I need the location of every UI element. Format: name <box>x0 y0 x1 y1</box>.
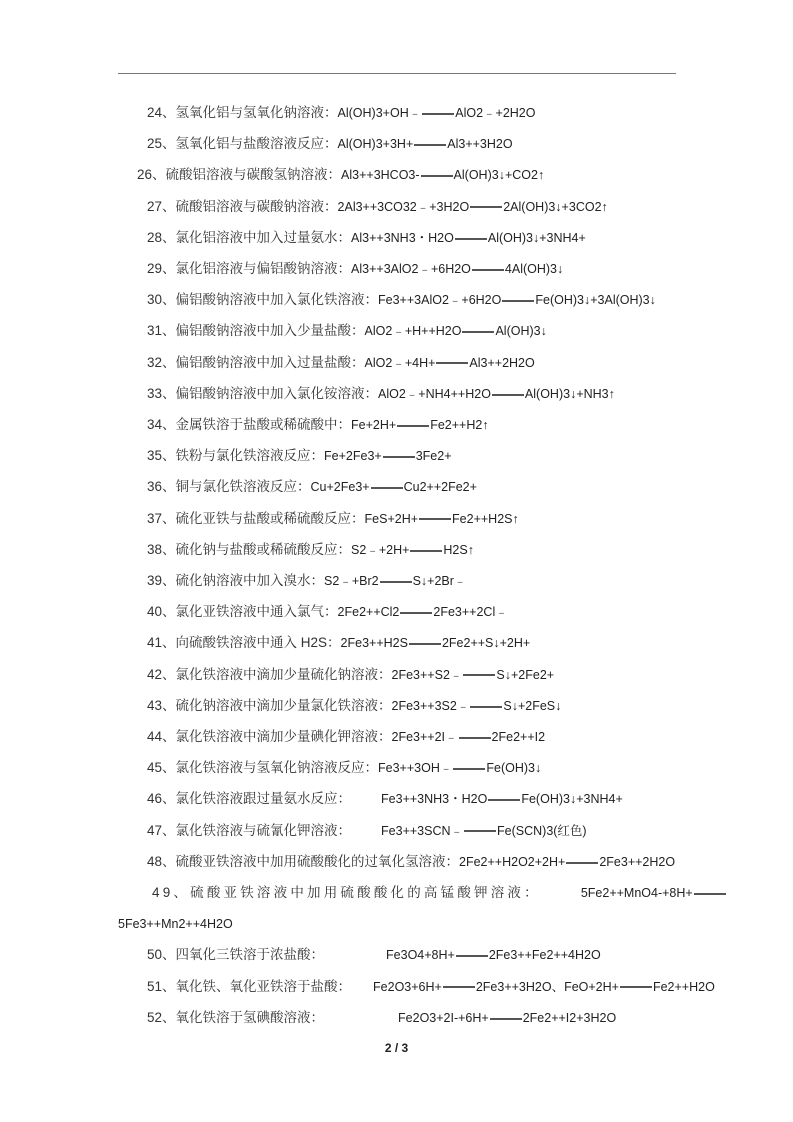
header-rule <box>118 73 676 74</box>
reaction-description: 30、偏铝酸钠溶液中加入氯化铁溶液： <box>147 292 379 308</box>
formula-part: 2Fe3++3S2﹣ <box>391 698 470 713</box>
reaction-formula <box>381 792 623 806</box>
reaction-formula <box>338 137 513 151</box>
reaction-formula <box>118 917 233 931</box>
equals-sign <box>453 768 485 770</box>
reaction-formula <box>392 668 555 682</box>
equals-sign <box>409 643 441 645</box>
reaction-formula <box>338 106 536 120</box>
equals-sign <box>383 456 415 458</box>
equals-sign <box>472 269 504 271</box>
equation-item <box>147 447 452 465</box>
equation-item <box>147 135 513 153</box>
equals-sign <box>620 986 652 988</box>
reaction-description: 44、氯化铁溶液中滴加少量碘化钾溶液： <box>147 729 392 744</box>
formula-part: Al3++3AlO2﹣+6H2O <box>351 262 471 276</box>
equation-item <box>147 572 466 590</box>
formula-part: 2Fe2++I2 <box>491 730 546 744</box>
reaction-description: 25、氢氧化铝与盐酸溶液反应： <box>147 136 338 152</box>
equation-item <box>147 510 519 528</box>
formula-part: 2Fe2++H2O2+2H+ <box>459 854 566 869</box>
equals-sign <box>490 1018 522 1020</box>
reaction-description: 35、铁粉与氯化铁溶液反应： <box>147 448 325 464</box>
reaction-description: 33、偏铝酸钠溶液中加入氯化铵溶液： <box>147 385 379 401</box>
equation-item <box>147 260 563 278</box>
equals-sign <box>443 986 475 988</box>
formula-part: 2Fe2++S↓+2H+ <box>441 636 531 651</box>
equation-item <box>118 915 233 933</box>
formula-part: Fe2++H2S↑ <box>452 511 519 526</box>
reaction-description: 38、硫化钠与盐酸或稀硫酸反应： <box>147 541 352 557</box>
equation-item <box>137 166 544 184</box>
formula-part: Fe3O4+8H+ <box>386 948 455 963</box>
reaction-description: 52、氧化铁溶于氢碘酸溶液： <box>147 1009 325 1025</box>
formula-part: S↓+2FeS↓ <box>503 698 562 713</box>
equals-sign <box>400 612 432 614</box>
equals-sign <box>459 737 491 739</box>
formula-part: 5Fe3++Mn2++4H2O <box>118 917 233 932</box>
formula-part: Al(OH)3↓+3NH4+ <box>487 230 586 245</box>
formula-part: 2Fe2++Cl2 <box>337 605 400 620</box>
formula-part: Al3++2H2O <box>469 355 535 370</box>
equals-sign <box>502 300 534 302</box>
reaction-formula <box>581 886 727 900</box>
reaction-description: 27、硫酸铝溶液与碳酸钠溶液： <box>147 198 338 214</box>
formula-part: Al(OH)3↓+NH3↑ <box>524 386 615 401</box>
formula-part: Cu+2Fe3+ <box>310 480 370 495</box>
formula-part: Al3++3H2O <box>447 137 513 152</box>
formula-part: Fe+2H+ <box>351 418 397 432</box>
reaction-formula <box>338 200 608 214</box>
reaction-description: 40、氯化亚铁溶液中通入氯气： <box>147 604 338 620</box>
reaction-formula <box>351 231 586 245</box>
equation-item <box>147 354 535 372</box>
page-number: 2 / 3 <box>384 1041 409 1055</box>
equals-sign <box>456 955 488 957</box>
formula-part: Fe3++3AlO2﹣+6H2O <box>378 293 502 308</box>
formula-part: AlO2﹣+H++H2O <box>364 324 462 339</box>
equation-item <box>147 978 715 996</box>
reaction-formula <box>378 387 615 401</box>
formula-part: Fe(SCN)3(红色) <box>497 823 587 838</box>
reaction-description: 26、硫酸铝溶液与碳酸氢钠溶液： <box>137 167 342 183</box>
equation-item <box>147 478 477 496</box>
reaction-description: 32、偏铝酸钠溶液中加入过量盐酸： <box>147 354 365 370</box>
reaction-description: 49、硫酸亚铁溶液中加用硫酸酸化的高锰酸钾溶液： <box>152 885 541 900</box>
equals-sign <box>694 893 726 895</box>
formula-part: Al(OH)3+3H+ <box>337 137 414 152</box>
equation-item <box>147 634 530 652</box>
equation-item <box>147 822 587 840</box>
equation-item <box>147 291 656 309</box>
formula-part: 4Al(OH)3↓ <box>504 262 564 276</box>
equals-sign <box>414 144 446 146</box>
reaction-description: 50、四氧化三铁溶于浓盐酸： <box>147 947 325 963</box>
equals-sign <box>470 206 502 208</box>
reaction-formula <box>365 512 519 526</box>
reaction-description: 41、向硫酸铁溶液中通入 H2S： <box>147 635 341 651</box>
equals-sign <box>455 238 487 240</box>
formula-part: 2Fe3++2I﹣ <box>391 730 458 744</box>
reaction-description: 37、硫化亚铁与盐酸或稀硫酸反应： <box>147 510 365 526</box>
equation-item <box>147 322 547 340</box>
equation-item <box>147 385 615 403</box>
reaction-formula <box>386 948 601 962</box>
formula-part: Fe(OH)3↓+3NH4+ <box>521 792 623 807</box>
equals-sign <box>462 331 494 333</box>
reaction-description: 29、氯化铝溶液与偏铝酸钠溶液： <box>147 261 352 276</box>
formula-part: Fe2++H2↑ <box>430 418 489 432</box>
reaction-description: 43、硫化钠溶液中滴加少量氯化铁溶液： <box>147 697 392 713</box>
equation-item <box>147 541 474 559</box>
formula-part: S↓+2Br﹣ <box>412 574 467 588</box>
reaction-formula <box>324 574 466 588</box>
equation-item <box>147 666 554 684</box>
formula-part: 5Fe2++MnO4-+8H+ <box>580 886 693 900</box>
formula-part: 2Fe3++2Cl﹣ <box>433 605 508 620</box>
formula-part: Fe2++H2O <box>652 979 715 994</box>
reaction-formula <box>338 605 508 619</box>
formula-part: Fe3++3SCN﹣ <box>381 823 464 838</box>
reaction-description: 24、氢氧化铝与氢氧化钠溶液： <box>147 105 338 120</box>
reaction-formula <box>324 449 451 463</box>
reaction-formula <box>459 855 675 869</box>
formula-part: Fe(OH)3↓+3Al(OH)3↓ <box>535 293 656 308</box>
reaction-formula <box>341 636 531 650</box>
equation-item <box>147 104 535 122</box>
equals-sign <box>397 425 429 427</box>
reaction-formula <box>351 418 489 432</box>
reaction-formula <box>392 730 546 744</box>
formula-part: S2﹣+2H+ <box>351 542 410 557</box>
formula-part: Fe2O3+2I-+6H+ <box>398 1010 489 1025</box>
equation-item <box>147 603 508 621</box>
reaction-description: 46、氯化铁溶液跟过量氨水反应： <box>147 791 352 807</box>
reaction-formula <box>378 761 541 775</box>
equals-sign <box>421 175 453 177</box>
equals-sign <box>410 550 442 552</box>
formula-part: Fe2O3+6H+ <box>373 979 442 994</box>
formula-part: Fe3++3NH3・H2O <box>381 792 488 807</box>
reaction-description: 47、氯化铁溶液与硫氰化钾溶液： <box>147 822 352 838</box>
reaction-description: 48、硫酸亚铁溶液中加用硫酸酸化的过氧化氢溶液： <box>147 853 460 869</box>
formula-part: 2Fe3++S2﹣ <box>391 667 463 682</box>
reaction-formula <box>373 980 715 994</box>
formula-part: Al(OH)3↓+CO2↑ <box>453 168 545 183</box>
formula-part: Cu2++2Fe2+ <box>403 480 477 495</box>
equals-sign <box>492 394 524 396</box>
equation-item <box>147 790 623 808</box>
formula-part: Al(OH)3↓ <box>495 324 547 339</box>
equation-item <box>147 728 545 746</box>
formula-part: 2Fe3++2H2O <box>599 854 676 869</box>
formula-part: Fe(OH)3↓ <box>486 761 542 776</box>
equation-item <box>152 884 727 902</box>
formula-part: AlO2﹣+2H2O <box>455 106 536 120</box>
equals-sign <box>371 487 403 489</box>
reaction-description: 34、金属铁溶于盐酸或稀硫酸中： <box>147 417 352 432</box>
equation-item <box>147 198 608 216</box>
formula-part: 2Fe3++H2S <box>340 636 408 651</box>
formula-part: 3Fe2+ <box>415 449 452 464</box>
reaction-description: 51、氧化铁、氧化亚铁溶于盐酸： <box>147 978 352 994</box>
reaction-formula <box>398 1011 616 1025</box>
equation-item <box>147 946 601 964</box>
reaction-formula <box>365 356 535 370</box>
equation-item <box>147 229 586 247</box>
reaction-formula <box>351 543 474 557</box>
formula-part: 2Fe3++3H2O、FeO+2H+ <box>475 979 619 994</box>
formula-part: S2﹣+Br2 <box>324 574 379 588</box>
equals-sign <box>463 674 495 676</box>
equals-sign <box>470 706 502 708</box>
equation-item <box>147 759 541 777</box>
equals-sign <box>488 799 520 801</box>
reaction-description: 39、硫化钠溶液中加入溴水： <box>147 573 325 588</box>
formula-part: Al3++3NH3・H2O <box>351 230 454 245</box>
formula-part: AlO2﹣+NH4++H2O <box>378 386 491 401</box>
reaction-description: 28、氯化铝溶液中加入过量氨水： <box>147 229 352 245</box>
reaction-formula <box>381 824 587 838</box>
formula-part: Al(OH)3+OH﹣ <box>337 106 422 120</box>
equation-item <box>147 853 675 871</box>
formula-part: Fe+2Fe3+ <box>324 449 382 464</box>
formula-part: Al3++3HCO3- <box>341 168 420 183</box>
reaction-formula <box>378 293 656 307</box>
equals-sign <box>422 113 454 115</box>
equals-sign <box>566 862 598 864</box>
formula-part: FeS+2H+ <box>364 511 419 526</box>
equation-item <box>147 697 561 715</box>
formula-part: 2Al(OH)3↓+3CO2↑ <box>503 199 608 214</box>
formula-part: AlO2﹣+4H+ <box>364 355 436 370</box>
reaction-description: 45、氯化铁溶液与氢氧化钠溶液反应： <box>147 760 379 776</box>
reaction-formula <box>351 262 563 276</box>
reaction-formula <box>341 168 544 182</box>
formula-part: 2Al3++3CO32﹣+3H2O <box>337 199 470 214</box>
formula-part: Fe3++3OH﹣ <box>378 761 453 776</box>
formula-part: 2Fe3++Fe2++4H2O <box>488 948 601 963</box>
equals-sign <box>419 518 451 520</box>
formula-part: 2Fe2++I2+3H2O <box>522 1010 617 1025</box>
equals-sign <box>380 581 412 583</box>
equation-item <box>147 1009 616 1027</box>
equals-sign <box>464 830 496 832</box>
reaction-formula <box>365 324 547 338</box>
reaction-formula <box>392 699 562 713</box>
reaction-description: 36、铜与氯化铁溶液反应： <box>147 479 311 495</box>
formula-part: S↓+2Fe2+ <box>496 667 555 682</box>
reaction-description: 42、氯化铁溶液中滴加少量硫化钠溶液： <box>147 666 392 682</box>
equals-sign <box>436 362 468 364</box>
formula-part: H2S↑ <box>443 542 474 557</box>
reaction-formula <box>311 480 477 494</box>
reaction-description: 31、偏铝酸钠溶液中加入少量盐酸： <box>147 323 365 339</box>
equation-item <box>147 416 489 434</box>
